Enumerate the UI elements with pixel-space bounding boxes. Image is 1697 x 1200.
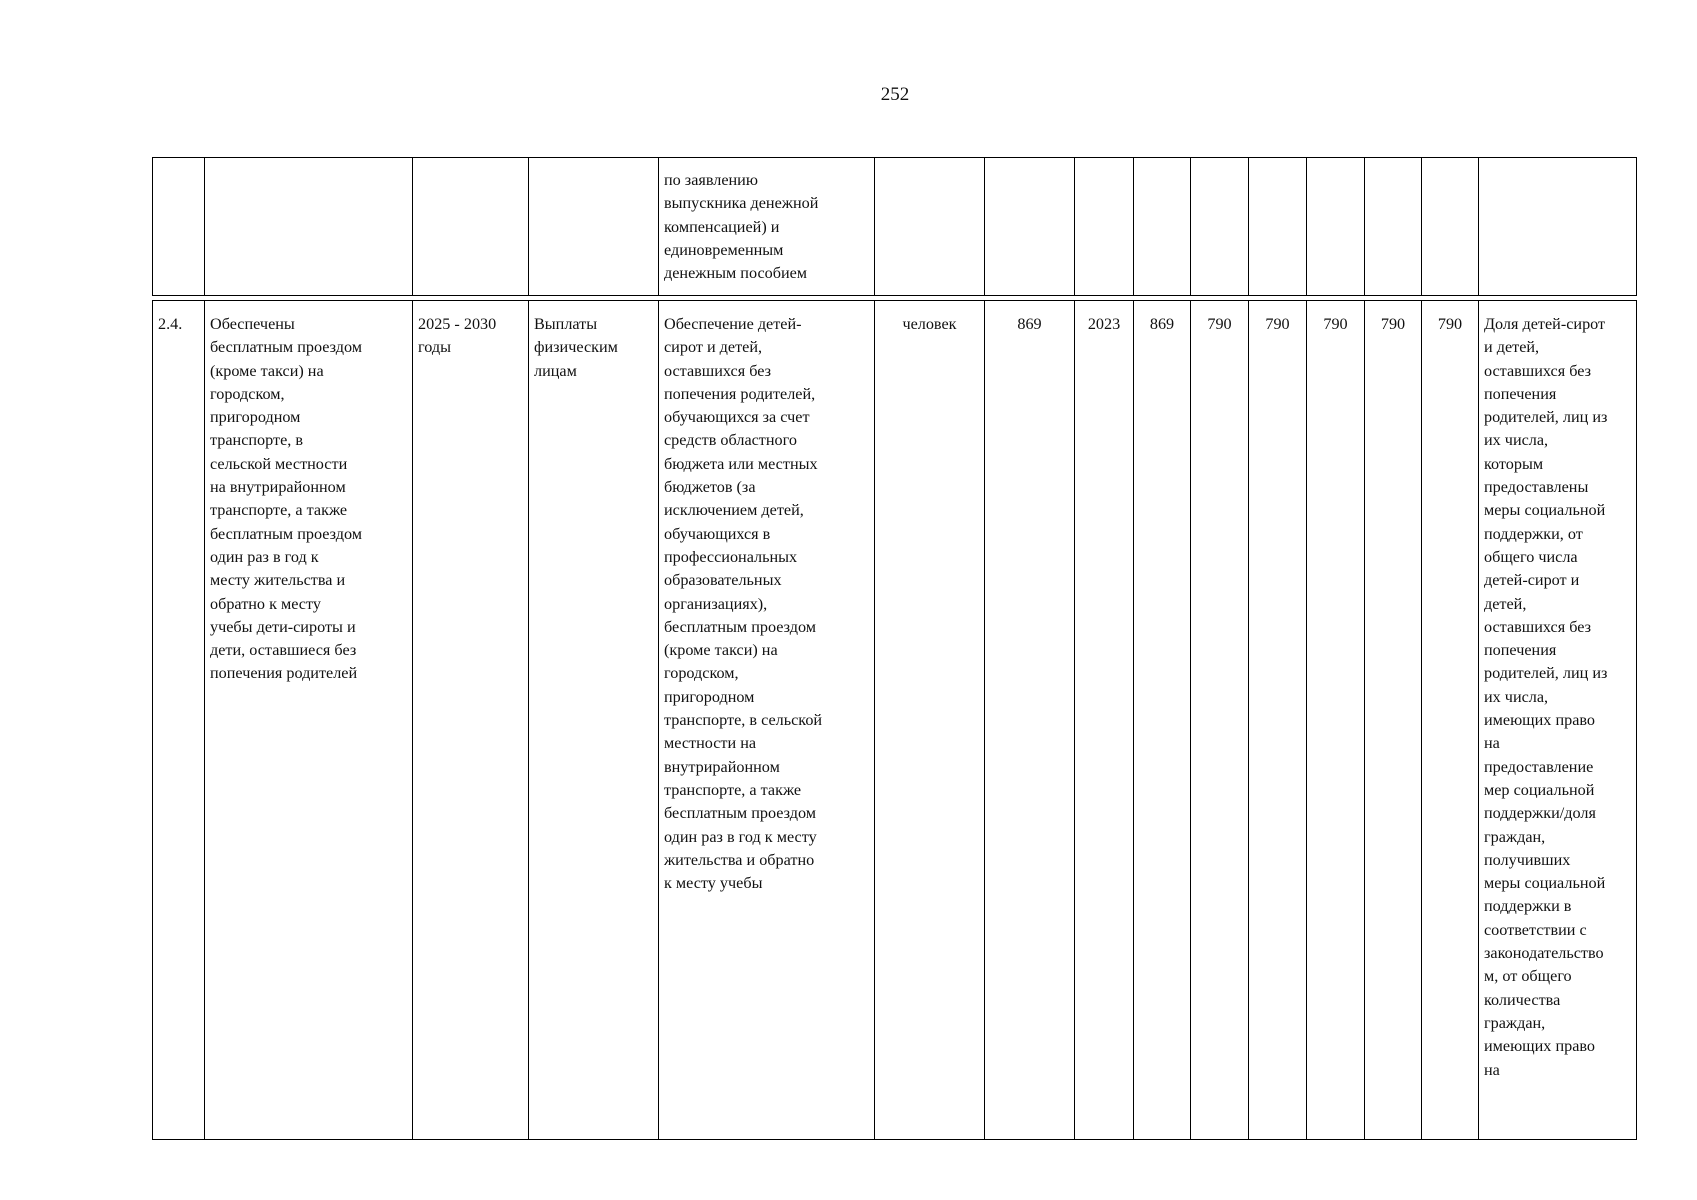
cell-value-empty — [1191, 158, 1249, 296]
cell-value-2025: 869 — [1134, 301, 1191, 1140]
cell-value-empty — [1365, 158, 1422, 296]
table-row-continuation — [153, 158, 1637, 296]
cell-period: 2025 - 2030 годы — [413, 301, 529, 1140]
cell-type-empty — [529, 158, 659, 296]
cell-period-empty — [413, 158, 529, 296]
cell-indicator: Доля детей-сирот и детей, оставшихся без попечения родителей, лиц из их числа, которым предоставлены меры социальной поддержки, от общего числа детей-сирот и детей, оставшихся без попечения родителей, лиц из их числа, имеющих право на предоставление мер социальной поддержки/доля граждан, получивших меры социальной поддержки в соответствии с законодательство м, от общего количества граждан, имеющих право на — [1479, 301, 1637, 1140]
cell-value-2026: 790 — [1191, 301, 1249, 1140]
cell-value-empty — [1134, 158, 1191, 296]
cell-num: 2.4. — [153, 301, 205, 1140]
cell-value-empty — [1307, 158, 1365, 296]
cell-unit: человек — [875, 301, 985, 1140]
cell-value-empty — [1249, 158, 1307, 296]
cell-base-year-empty — [1075, 158, 1134, 296]
page-number: 252 — [880, 84, 910, 105]
cell-unit-empty — [875, 158, 985, 296]
cell-num-empty — [153, 158, 205, 296]
table-row-2-4 — [153, 301, 1637, 1140]
cell-description: Обеспечение детей- сирот и детей, оставшихся без попечения родителей, обучающихся за счет средств областного бюджета или местных бюджетов (за исключением детей, обучающихся в профессиональных образовательных организациях), бесплатным проездом (кроме такси) на городском, пригородном транспорте, в сельской местности на внутрирайонном транспорте, а также бесплатным проездом один раз в год к месту жительства и обратно к месту учебы — [659, 301, 875, 1140]
cell-base-year: 2023 — [1075, 301, 1134, 1140]
cell-task-empty — [205, 158, 413, 296]
cell-base-value: 869 — [985, 301, 1075, 1140]
cell-value-2029: 790 — [1365, 301, 1422, 1140]
cell-value-2028: 790 — [1307, 301, 1365, 1140]
cell-task: Обеспечены бесплатным проездом (кроме такси) на городском, пригородном транспорте, в сельской местности на внутрирайонном транспорте, а также бесплатным проездом один раз в год к месту жительства и обратно к месту учебы дети-сироты и дети, оставшиеся без попечения родителей — [205, 301, 413, 1140]
cell-base-value-empty — [985, 158, 1075, 296]
measures-table — [152, 157, 1637, 1140]
cell-value-empty — [1422, 158, 1479, 296]
cell-value-2030: 790 — [1422, 301, 1479, 1140]
cell-indicator-empty — [1479, 158, 1637, 296]
cell-value-2027: 790 — [1249, 301, 1307, 1140]
cell-description-continued: по заявлению выпускника денежной компенсацией) и единовременным денежным пособием — [659, 158, 875, 296]
cell-type: Выплаты физическим лицам — [529, 301, 659, 1140]
